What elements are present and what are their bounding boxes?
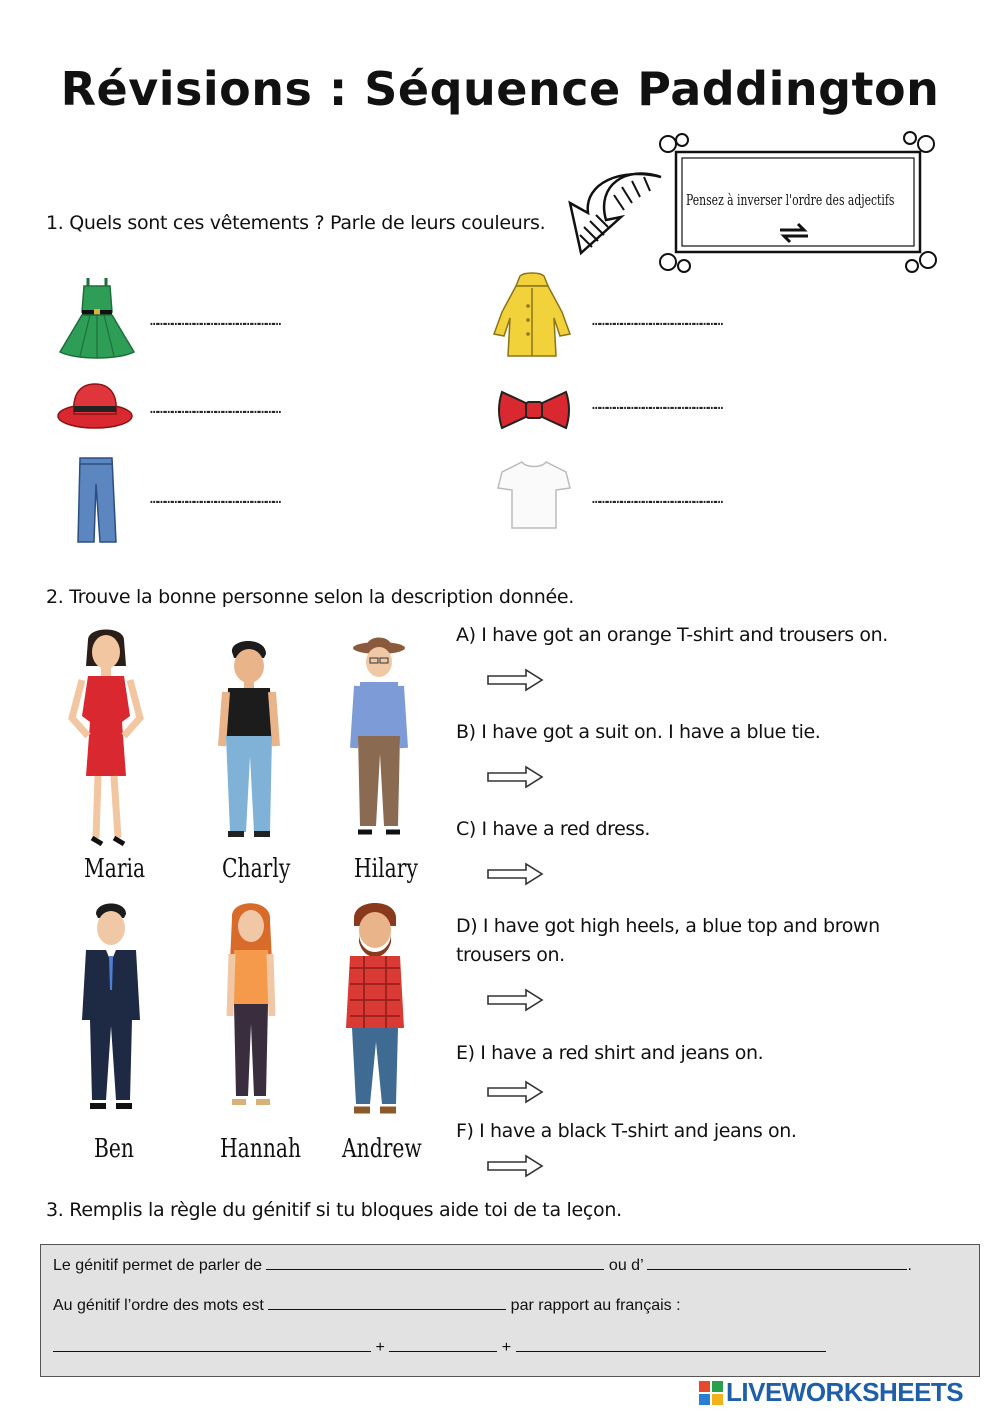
description-d: D) I have got high heels, a blue top and brown — [456, 915, 880, 937]
answer-line[interactable]: ……………………………………………… — [592, 491, 723, 507]
blank-input[interactable] — [266, 1255, 604, 1270]
red-bow-tie-icon — [498, 390, 570, 430]
liveworksheets-logo-icon — [698, 1380, 724, 1406]
person-name-ben: Ben — [94, 1134, 134, 1164]
answer-line[interactable]: ……………………………………………… — [150, 491, 281, 507]
arrow-icon[interactable] — [486, 1080, 546, 1104]
description-c: C) I have a red dress. — [456, 818, 651, 840]
person-name-maria: Maria — [84, 854, 146, 884]
white-t-shirt-icon — [496, 458, 572, 532]
arrow-icon[interactable] — [486, 765, 546, 789]
page-title: Révisions : Séquence Paddington — [60, 62, 940, 116]
genitive-rule-box: Le génitif permet de parler de ou d’ . Au génitif l’ordre des mots est par rapport au français : + + — [40, 1244, 980, 1377]
plus-sign: + — [375, 1339, 385, 1356]
hannah-figure — [218, 898, 284, 1122]
liveworksheets-brand[interactable]: LIVEWORKSHEETS — [726, 1377, 964, 1407]
arrow-icon[interactable] — [486, 668, 546, 692]
blank-input[interactable] — [389, 1337, 497, 1352]
andrew-figure — [340, 896, 410, 1124]
question-3: 3. Remplis la règle du génitif si tu bloques aide toi de ta leçon. — [46, 1199, 622, 1221]
description-b: B) I have got a suit on. I have a blue tie. — [456, 721, 821, 743]
description-a: A) I have got an orange T-shirt and trousers on. — [456, 624, 888, 646]
question-2: 2. Trouve la bonne personne selon la description donnée. — [46, 586, 574, 608]
person-name-hilary: Hilary — [354, 854, 418, 884]
red-hat-icon — [56, 380, 134, 432]
answer-line[interactable]: ……………………………………………… — [150, 401, 281, 417]
arrow-icon[interactable] — [486, 1154, 546, 1178]
plus-sign: + — [501, 1339, 512, 1356]
charly-figure — [214, 636, 284, 846]
description-d-cont: trousers on. — [456, 944, 565, 966]
curved-arrow-icon — [566, 165, 666, 260]
rule-line1-mid: ou d’ — [608, 1257, 644, 1274]
maria-figure — [66, 626, 146, 854]
person-name-andrew: Andrew — [342, 1134, 422, 1164]
rule-line1-start: Le génitif permet de parler de — [53, 1257, 263, 1274]
hint-text: Pensez à inverser l'ordre des adjectifs — [686, 191, 895, 209]
person-name-charly: Charly — [222, 854, 291, 884]
blue-jeans-icon — [74, 456, 118, 544]
description-f: F) I have a black T-shirt and jeans on. — [456, 1120, 797, 1142]
person-name-hannah: Hannah — [220, 1134, 302, 1164]
yellow-raincoat-icon — [492, 272, 572, 360]
question-1: 1. Quels sont ces vêtements ? Parle de leurs couleurs. — [46, 212, 546, 234]
answer-line[interactable]: ……………………………………………… — [592, 397, 723, 413]
description-e: E) I have a red shirt and jeans on. — [456, 1042, 764, 1064]
green-dress-icon — [58, 274, 136, 364]
blank-input[interactable] — [53, 1337, 371, 1352]
blank-input[interactable] — [647, 1255, 907, 1270]
blank-input[interactable] — [268, 1295, 506, 1310]
hilary-figure — [344, 630, 414, 848]
swap-arrows-icon — [776, 220, 812, 246]
rule-line2-end: par rapport au français : — [510, 1297, 681, 1314]
blank-input[interactable] — [516, 1337, 826, 1352]
answer-line[interactable]: ……………………………………………… — [592, 313, 723, 329]
arrow-icon[interactable] — [486, 988, 546, 1012]
arrow-icon[interactable] — [486, 862, 546, 886]
answer-line[interactable]: ……………………………………………… — [150, 313, 281, 329]
rule-line2-start: Au génitif l’ordre des mots est — [53, 1297, 264, 1314]
ben-figure — [78, 900, 144, 1124]
